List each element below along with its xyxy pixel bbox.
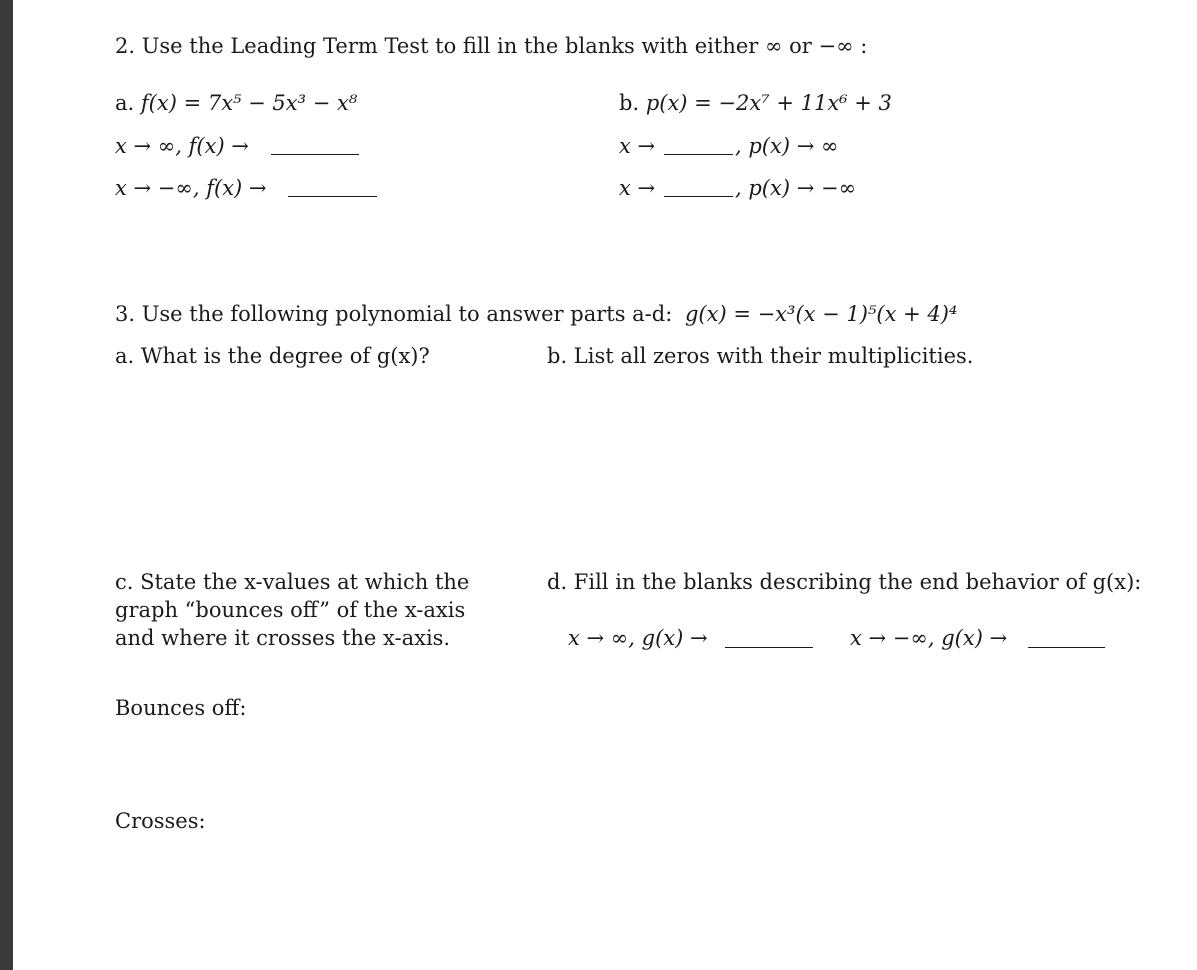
q2a-label: a.: [115, 91, 135, 115]
crosses-label: Crosses:: [115, 809, 206, 833]
q3c-line-1: c. State the x-values at which the: [115, 570, 470, 594]
worksheet-page: [13, 0, 1197, 970]
q3d-left-text: x → ∞, g(x) →: [568, 626, 708, 650]
q3d-right-text: x → −∞, g(x) →: [850, 626, 1008, 650]
q2a-line2-text: x → −∞, f(x) →: [115, 176, 267, 200]
bounces-off-label: Bounces off:: [115, 696, 247, 720]
q2b-blank-1[interactable]: [664, 154, 733, 155]
window-left-edge: [0, 0, 13, 970]
q3c-line-2: graph “bounces off” of the x-axis: [115, 598, 466, 622]
q3-polynomial: g(x) = −x³(x − 1)⁵(x + 4)⁴: [684, 302, 958, 326]
q3-prompt-text: 3. Use the following polynomial to answer parts a-d:: [115, 302, 673, 326]
q2b-line2-post: , p(x) → −∞: [735, 176, 857, 200]
q3d-question: d. Fill in the blanks describing the end behavior of g(x):: [547, 570, 1142, 594]
q2b-line2-pre: x →: [619, 176, 656, 200]
q2b-expression: p(x) = −2x⁷ + 11x⁶ + 3: [645, 91, 892, 115]
q3d-blank-right[interactable]: [1028, 647, 1105, 648]
q2b-line1-pre: x →: [619, 134, 656, 158]
q2a-blank-1[interactable]: [271, 154, 359, 155]
q2a-expression: f(x) = 7x⁵ − 5x³ − x⁸: [140, 91, 358, 115]
q2b-label: b.: [619, 91, 640, 115]
q2a-blank-2[interactable]: [288, 196, 377, 197]
q3a-question: a. What is the degree of g(x)?: [115, 344, 430, 368]
q2b-function: [619, 93, 892, 114]
q3d-blank-left[interactable]: [725, 647, 813, 648]
q3c-line-3: and where it crosses the x-axis.: [115, 626, 451, 650]
q2b-blank-2[interactable]: [664, 196, 733, 197]
q2b-line1-post: , p(x) → ∞: [735, 134, 839, 158]
q3b-question: b. List all zeros with their multiplicities.: [547, 344, 974, 368]
q2a-line1-text: x → ∞, f(x) →: [115, 134, 249, 158]
q2-prompt: 2. Use the Leading Term Test to fill in the blanks with either ∞ or −∞ :: [115, 34, 868, 58]
q3-prompt: [115, 304, 957, 325]
q2a-function: [115, 93, 357, 114]
